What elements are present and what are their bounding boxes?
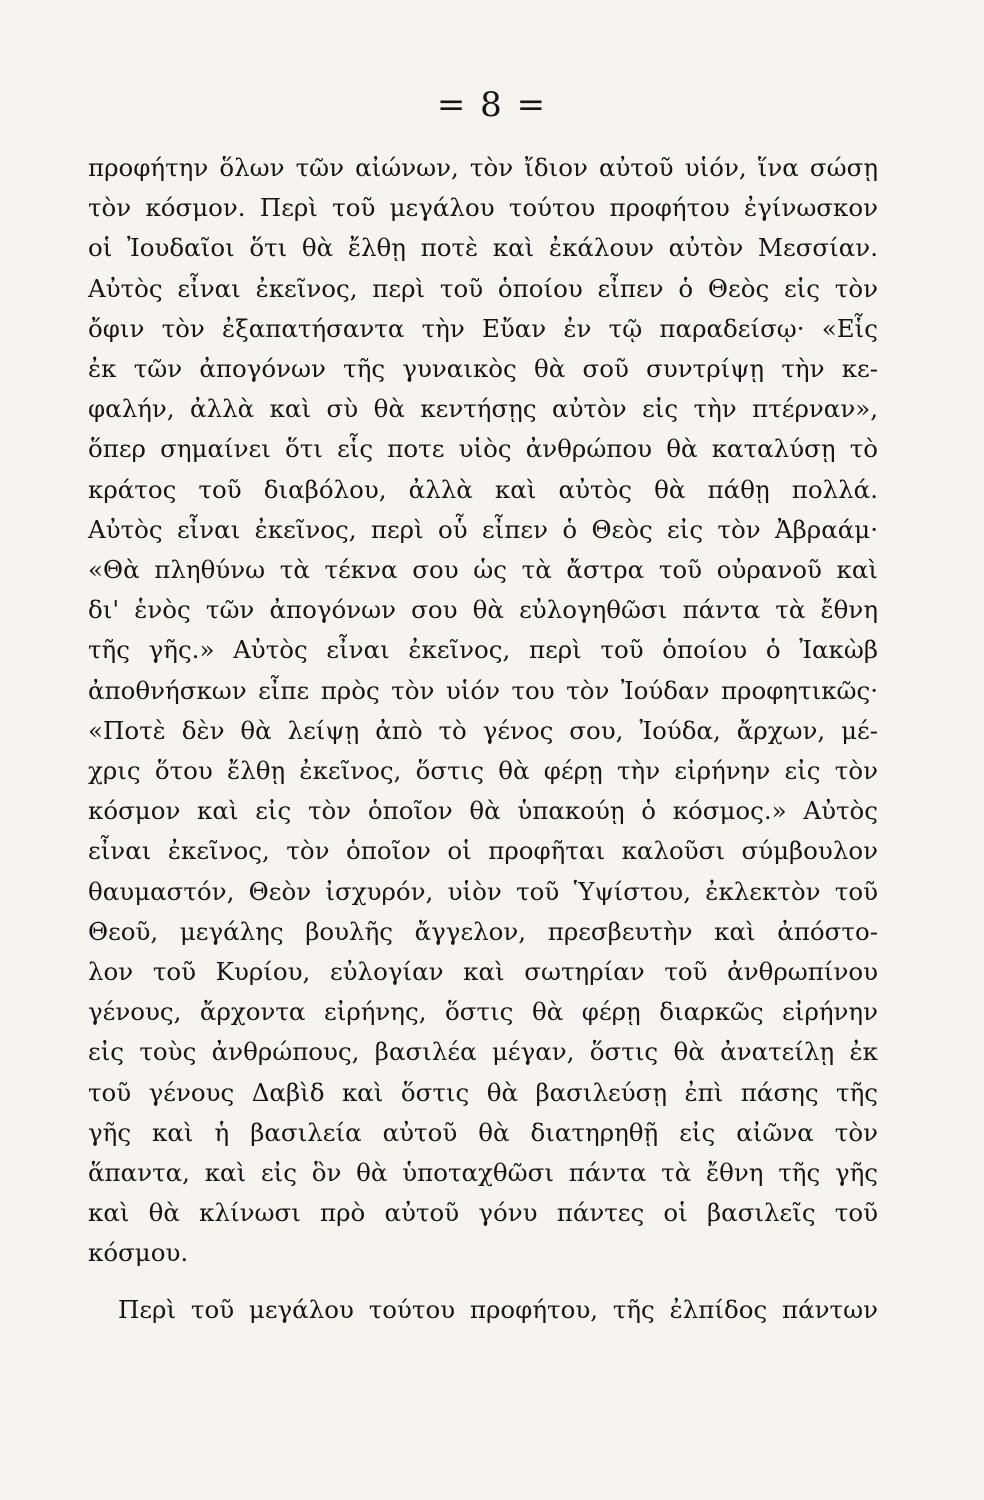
- body-text: [88, 148, 878, 1330]
- text-line: λον τοῦ Κυρίου, εὐλογίαν καὶ σωτηρίαν τοῦ ἀνθρωπίνου: [88, 957, 878, 987]
- text-line: τῆς γῆς.» Αὐτὸς εἶναι ἐκεῖνος, περὶ τοῦ ὁποίου ὁ Ἰακὼβ: [88, 635, 878, 665]
- text-line: Αὐτὸς εἶναι ἐκεῖνος, περὶ οὗ εἶπεν ὁ Θεὸς εἰς τὸν Ἀβραάμ·: [88, 514, 878, 544]
- text-line: οἱ Ἰουδαῖοι ὅτι θὰ ἔλθῃ ποτὲ καὶ ἐκάλουν αὐτὸν Μεσσίαν.: [88, 233, 878, 263]
- text-line: ἅπαντα, καὶ εἰς ὃν θὰ ὑποταχθῶσι πάντα τὰ ἔθνη τῆς γῆς: [88, 1158, 878, 1188]
- text-line: τοῦ γένους Δαβὶδ καὶ ὅστις θὰ βασιλεύσῃ ἐπὶ πάσης τῆς: [88, 1077, 878, 1107]
- text-line: τὸν κόσμον. Περὶ τοῦ μεγάλου τούτου προφήτου ἐγίνωσκον: [88, 193, 878, 223]
- text-line: Αὐτὸς εἶναι ἐκεῖνος, περὶ τοῦ ὁποίου εἶπεν ὁ Θεὸς εἰς τὸν: [88, 273, 878, 303]
- paragraph-1: [88, 148, 878, 1274]
- text-line: κόσμον καὶ εἰς τὸν ὁποῖον θὰ ὑπακούῃ ὁ κόσμος.» Αὐτὸς: [88, 796, 878, 826]
- text-line: ὄφιν τὸν ἐξαπατήσαντα τὴν Εὔαν ἐν τῷ παραδείσῳ· «Εἷς: [88, 313, 878, 343]
- text-line: «Θὰ πληθύνω τὰ τέκνα σου ὡς τὰ ἄστρα τοῦ οὐρανοῦ καὶ: [88, 555, 878, 585]
- text-line: εἶναι ἐκεῖνος, τὸν ὁποῖον οἱ προφῆται καλοῦσι σύμβουλον: [88, 836, 878, 866]
- text-line: εἰς τοὺς ἀνθρώπους, βασιλέα μέγαν, ὅστις θὰ ἀνατείλῃ ἐκ: [88, 1037, 878, 1067]
- text-line: Θεοῦ, μεγάλης βουλῆς ἄγγελον, πρεσβευτὴν καὶ ἀπόστο-: [88, 916, 878, 946]
- text-line: γένους, ἄρχοντα εἰρήνης, ὅστις θὰ φέρῃ διαρκῶς εἰρήνην: [88, 997, 878, 1027]
- text-line: «Ποτὲ δὲν θὰ λείψῃ ἀπὸ τὸ γένος σου, Ἰούδα, ἄρχων, μέ-: [88, 715, 878, 745]
- text-line: φαλήν, ἀλλὰ καὶ σὺ θὰ κεντήσῃς αὐτὸν εἰς τὴν πτέρναν»,: [88, 394, 878, 424]
- text-line: ἀποθνήσκων εἶπε πρὸς τὸν υἱόν του τὸν Ἰούδαν προφητικῶς·: [88, 675, 878, 705]
- text-line: κόσμου.: [88, 1238, 189, 1268]
- text-line: θαυμαστόν, Θεὸν ἰσχυρόν, υἱὸν τοῦ Ὑψίστου, ἐκλεκτὸν τοῦ: [88, 876, 878, 906]
- text-line: δι' ἑνὸς τῶν ἀπογόνων σου θὰ εὐλογηθῶσι πάντα τὰ ἔθνη: [88, 595, 878, 625]
- text-line: ἐκ τῶν ἀπογόνων τῆς γυναικὸς θὰ σοῦ συντρίψῃ τὴν κε-: [88, 354, 878, 384]
- paragraph-2: [88, 1290, 878, 1330]
- page-number: = 8 =: [436, 85, 548, 125]
- text-line: κράτος τοῦ διαβόλου, ἀλλὰ καὶ αὐτὸς θὰ πάθῃ πολλά.: [88, 474, 878, 504]
- text-line: γῆς καὶ ἡ βασιλεία αὐτοῦ θὰ διατηρηθῇ εἰς αἰῶνα τὸν: [88, 1117, 878, 1147]
- text-line: προφήτην ὅλων τῶν αἰώνων, τὸν ἴδιον αὐτοῦ υἱόν, ἵνα σώσῃ: [88, 153, 878, 182]
- text-line: Περὶ τοῦ μεγάλου τούτου προφήτου, τῆς ἐλπίδος πάντων: [118, 1294, 878, 1324]
- text-line: χρις ὅτου ἔλθῃ ἐκεῖνος, ὅστις θὰ φέρῃ τὴν εἰρήνην εἰς τὸν: [88, 756, 878, 786]
- text-line: ὅπερ σημαίνει ὅτι εἷς ποτε υἱὸς ἀνθρώπου θὰ καταλύσῃ τὸ: [88, 434, 878, 464]
- text-line: καὶ θὰ κλίνωσι πρὸ αὐτοῦ γόνυ πάντες οἱ βασιλεῖς τοῦ: [88, 1198, 878, 1228]
